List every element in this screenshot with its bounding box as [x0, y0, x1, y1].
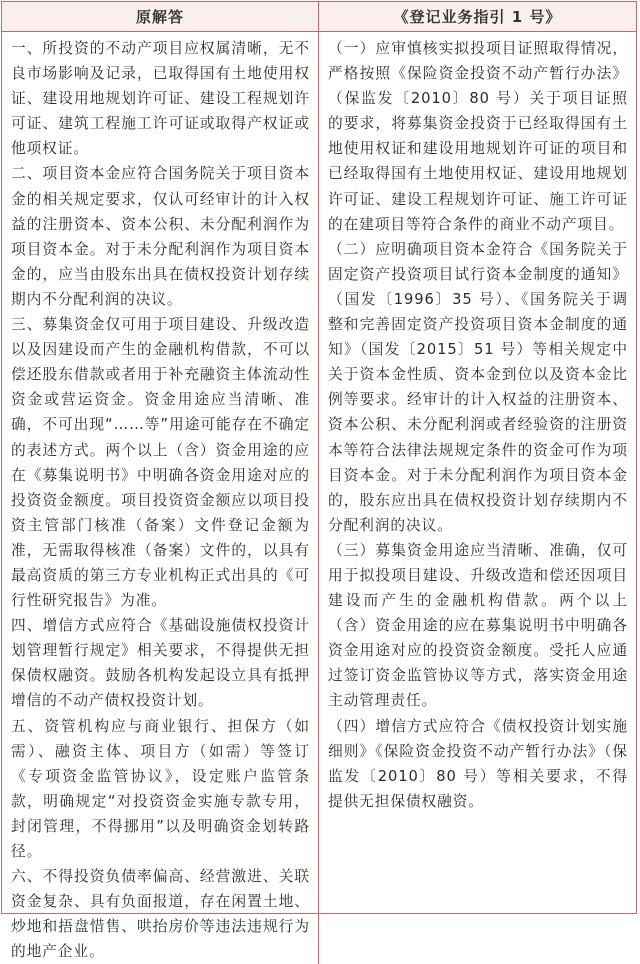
right-paragraph-4: （四）增信方式应符合《债权投资计划实施细则》《保险资金投资不动产暂行办法》（保监发〔2010〕80 号）等相关要求，不得提供无担保债权融资。	[328, 717, 628, 810]
left-paragraph-3: 三、募集资金仅可用于项目建设、升级改造以及因建设而产生的金融机构借款，不可以偿还股东借款或者用于补充融资主体流动性资金或营运资金。资金用途应当清晰、准确，不可出现“……等”用途可能存在不确定的表述方式。两个以上（含）资金用途的应在《募集说明书》中明确各资金用途对应的投资资金额度。项目投资资金额应以项目投资主管部门核准（备案）文件登记金额为准，无需取得核准（备案）文件的，以具有最高资质的第三方专业机构正式出具的《可行性研究报告》为准。	[11, 316, 310, 610]
left-column-body	[2, 32, 319, 964]
left-paragraph-5: 五、资管机构应与商业银行、担保方（如需）、融资主体、项目方（如需）等签订《专项资金监管协议》，设定账户监管条款，明确规定“对投资资金实施专款专用，封闭管理，不得挪用”以及明确资金划转路径。	[11, 717, 310, 860]
right-paragraph-2: （二）应明确项目资本金符合《国务院关于固定资产投资项目试行资本金制度的通知》（国发〔1996〕35 号）、《国务院关于调整和完善固定资产投资项目资本金制度的通知》（国发〔2015〕51 号）等相关规定中关于资本金性质、资本金到位以及资本金比例等要求。经审计的计入权益的注册资本、资本公积、未分配利润或者经验资的注册资本等符合法律法规规定条件的资金可作为项目资本金。对于未分配利润作为项目资本金的，股东应出具在债权投资计划存续期内不分配利润的决议。	[328, 240, 628, 534]
left-paragraph-6: 六、不得投资负债率偏高、经营激进、关联资金复杂、具有负面报道，存在闲置土地、炒地和捂盘惜售、哄抬房价等违法违规行为的地产企业。	[11, 868, 310, 961]
left-paragraph-1: 一、所投资的不动产项目应权属清晰，无不良市场影响及记录，已取得国有土地使用权证、建设用地规划许可证、建设工程规划许可证、建筑工程施工许可证或取得产权证或他项权证。	[11, 40, 310, 158]
right-column-body	[319, 32, 636, 964]
left-paragraph-2: 二、项目资本金应符合国务院关于项目资本金的相关规定要求，仅认可经审计的计入权益的注册资本、资本公积、未分配利润作为项目资本金。对于未分配利润作为项目资本金的，应当由股东出具在债权投资计划存续期内不分配利润的决议。	[11, 165, 310, 308]
right-column-header: 《登记业务指引 1 号》	[319, 2, 636, 32]
left-paragraph-4: 四、增信方式应符合《基础设施债权投资计划管理暂行规定》相关要求，不得提供无担保债权融资。鼓励各机构发起设立具有抵押增信的不动产债权投资计划。	[11, 617, 310, 710]
comparison-table	[1, 1, 637, 961]
right-paragraph-3: （三）募集资金用途应当清晰、准确，仅可用于拟投项目建设、升级改造和偿还因项目建设而产生的金融机构借款。两个以上（含）资金用途的应在募集说明书中明确各资金用途对应的投资资金额度。受托人应通过签订资金监管协议等方式，落实资金用途主动管理责任。	[328, 541, 628, 710]
left-column-header: 原解答	[2, 2, 319, 32]
right-paragraph-1: （一）应审慎核实拟投项目证照取得情况，严格按照《保险资金投资不动产暂行办法》（保监发〔2010〕80 号）关于项目证照的要求，将募集资金投资于已经取得国有土地使用权证和建设用地规划许可证的项目和已经取得国有土地使用权证、建设用地规划许可证、建设工程规划许可证、施工许可证的在建项目等符合条件的商业不动产项目。	[328, 40, 628, 233]
